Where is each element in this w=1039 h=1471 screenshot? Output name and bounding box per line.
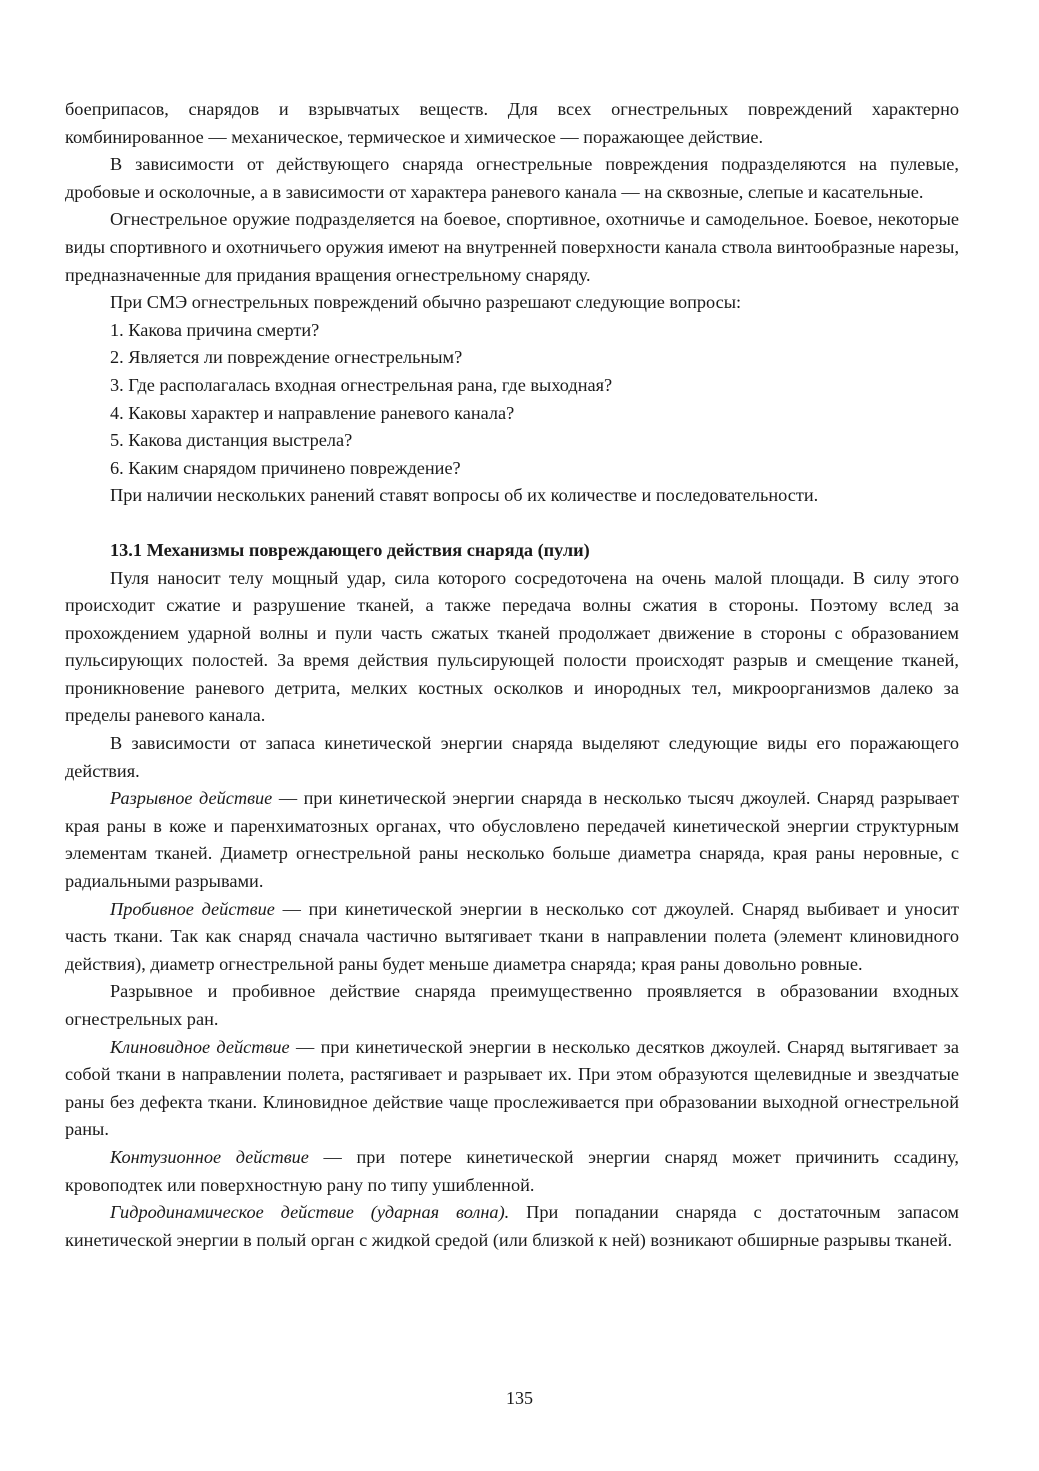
paragraph-questions-intro: При СМЭ огнестрельных повреждений обычно разрешают следующие вопросы: [110,292,742,313]
paragraph-wedge-action [65,1034,959,1144]
questions-list [65,317,959,483]
text-piercing: — при кинетической энергии в несколько сот джоулей. Снаряд выбивает и уносит часть ткани. Так как снаряд сначала частично вытягивает ткани в направлении полета (элемент клиновидного действия), диаметр огнестрельной раны будет меньше диаметра снаряда; края раны довольно ровные. [65,898,960,974]
list-item: 4. Каковы характер и направление раневого канала? [110,402,515,423]
text-wedge: — при кинетической энергии в несколько десятков джоулей. Снаряд вытягивает за собой ткани в направлении полета, растягивает и разрывает их. При этом образуются щелевидные и звездчатые раны без дефекта ткани. Клиновидное действие чаще прослеживается при образовании выходной огнестрельной раны. [65,1036,959,1140]
term-piercing: Пробивное действие [110,898,275,919]
text-hydrodynamic: При попадании снаряда с достаточным запасом кинетической энергии в полый орган с жидкой средой (или близкой к ней) возникают обширные разрывы тканей. [65,1202,959,1250]
list-item: 1. Какова причина смерти? [110,319,320,340]
paragraph-entry-wounds: Разрывное и пробивное действие снаряда преимущественно проявляется в образовании входных огнестрельных ран. [65,981,959,1029]
text-rupture: — при кинетической энергии снаряда в несколько тысяч джоулей. Снаряд разрывает края раны в коже и паренхиматозных органах, что обусловлено передачей кинетической энергии структурным элементам тканей. Диаметр огнестрельной раны несколько больше диаметра снаряда, края раны неровные, с радиальными разрывами. [65,788,959,892]
list-item: 6. Каким снарядом причинено повреждение? [110,457,461,478]
paragraph-contusion-action [65,1144,959,1199]
list-item: 3. Где располагалась входная огнестрельная рана, где выходная? [110,374,613,395]
list-item: 2. Является ли повреждение огнестрельным? [110,347,463,368]
term-contusion: Контузионное действие [110,1146,309,1167]
paragraph-piercing-action [65,896,959,979]
section-heading: 13.1 Механизмы повреждающего действия снаряда (пули) [110,539,590,560]
paragraph-hydrodynamic-action [65,1199,959,1254]
paragraph-weapon-types: Огнестрельное оружие подразделяется на боевое, спортивное, охотничье и самодельное. Боевое, некоторые виды спортивного и охотничьего оружия имеют на внутренней поверхности канала ствола винтообразные нарезы, предназначенные для придания вращения огнестрельному снаряду. [65,209,960,285]
paragraph-energy-types: В зависимости от запаса кинетической энергии снаряда выделяют следующие виды его поражающего действия. [65,733,959,781]
term-hydrodynamic: Гидродинамическое действие (ударная волна). [110,1202,510,1223]
paragraph-rupture-action [65,785,959,895]
page-number: 135 [506,1388,533,1408]
paragraph-intro-continuation: боеприпасов, снарядов и взрывчатых веществ. Для всех огнестрельных повреждений характерно комбинированное — механическое, термическое и химическое — поражающее действие. [65,99,959,147]
term-rupture: Разрывное действие [110,788,273,809]
paragraph-multiple-wounds: При наличии нескольких ранений ставят вопросы об их количестве и последовательности. [110,485,819,506]
text-contusion: — при потере кинетической энергии снаряд может причинить ссадину, кровоподтек или поверхностную рану по типу ушибленной. [65,1146,960,1195]
paragraph-wound-types: В зависимости от действующего снаряда огнестрельные повреждения подразделяются на пулевые, дробовые и осколочные, а в зависимости от характера раневого канала — на сквозные, слепые и касательные. [65,154,959,202]
term-wedge: Клиновидное действие [110,1036,290,1057]
list-item: 5. Какова дистанция выстрела? [110,430,353,451]
paragraph-bullet-mechanism: Пуля наносит телу мощный удар, сила которого сосредоточена на очень малой площади. В силу этого происходит сжатие и разрушение тканей, а также передача волны сжатия в стороны. Поэтому вслед за прохождением ударной волны и пули часть сжатых тканей продолжает движение в стороны с образованием пульсирующих полостей. За время действия пульсирующей полости происходят разрыв и смещение тканей, проникновение раневого детрита, мелких костных осколков и инородных тел, микроорганизмов далеко за пределы раневого канала. [65,567,959,726]
